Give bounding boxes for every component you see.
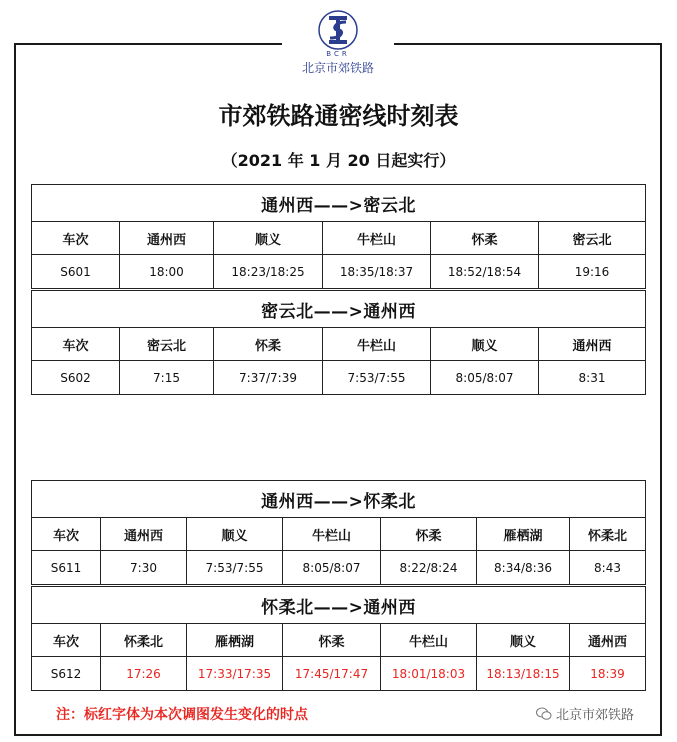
column-header: 车次 (32, 624, 101, 657)
time-cell: 19:16 (539, 255, 646, 289)
bcr-logo (282, 8, 394, 88)
direction-heading: 密云北——>通州西 (32, 291, 646, 328)
column-header: 牛栏山 (283, 518, 381, 551)
time-cell: 8:05/8:07 (431, 361, 539, 395)
time-cell: 18:00 (120, 255, 214, 289)
table-row (32, 361, 646, 395)
column-header: 通州西 (539, 328, 646, 361)
time-cell: 7:30 (101, 551, 187, 585)
time-cell: 18:23/18:25 (214, 255, 323, 289)
bcr-emblem-icon (316, 8, 360, 52)
column-header: 通州西 (120, 222, 214, 255)
column-header: 雁栖湖 (477, 518, 570, 551)
column-header: 顺义 (187, 518, 283, 551)
column-header: 通州西 (570, 624, 646, 657)
train-number: S602 (32, 361, 120, 395)
table-row (32, 255, 646, 289)
changed-time-cell: 17:33/17:35 (187, 657, 283, 691)
column-header: 怀柔 (283, 624, 381, 657)
logo-abbreviation: BCR (326, 50, 350, 58)
column-header: 牛栏山 (323, 328, 431, 361)
watermark-text: 北京市郊铁路 (556, 708, 635, 723)
timetable-miyunbei-to-tongzhouxi (31, 290, 646, 395)
time-cell: 7:53/7:55 (323, 361, 431, 395)
effective-date: （2021 年 1 月 20 日起实行） (221, 151, 456, 170)
column-header: 通州西 (101, 518, 187, 551)
direction-heading: 通州西——>密云北 (32, 185, 646, 222)
train-number: S611 (32, 551, 101, 585)
time-cell: 18:35/18:37 (323, 255, 431, 289)
train-number: S612 (32, 657, 101, 691)
timetable-tongzhouxi-to-huairoubei (31, 480, 646, 585)
column-header: 车次 (32, 518, 101, 551)
column-header: 密云北 (120, 328, 214, 361)
time-cell: 7:15 (120, 361, 214, 395)
change-note: 注：标红字体为本次调图发生变化的时点 (56, 707, 308, 723)
time-cell: 8:05/8:07 (283, 551, 381, 585)
train-number: S601 (32, 255, 120, 289)
time-cell: 8:22/8:24 (381, 551, 477, 585)
timetable-tongzhouxi-to-miyunbei (31, 184, 646, 289)
column-header: 牛栏山 (381, 624, 477, 657)
wechat-icon (536, 707, 552, 721)
time-cell: 7:53/7:55 (187, 551, 283, 585)
column-header: 车次 (32, 328, 120, 361)
column-header: 车次 (32, 222, 120, 255)
changed-time-cell: 18:39 (570, 657, 646, 691)
time-cell: 8:31 (539, 361, 646, 395)
column-header: 密云北 (539, 222, 646, 255)
column-header: 顺义 (431, 328, 539, 361)
column-header: 牛栏山 (323, 222, 431, 255)
table-row (32, 657, 646, 691)
column-header: 雁栖湖 (187, 624, 283, 657)
column-header: 怀柔 (381, 518, 477, 551)
time-cell: 7:37/7:39 (214, 361, 323, 395)
changed-time-cell: 18:13/18:15 (477, 657, 570, 691)
column-header: 顺义 (214, 222, 323, 255)
column-header: 顺义 (477, 624, 570, 657)
watermark (536, 704, 634, 723)
changed-time-cell: 18:01/18:03 (381, 657, 477, 691)
column-header: 怀柔 (214, 328, 323, 361)
direction-heading: 怀柔北——>通州西 (32, 587, 646, 624)
table-row (32, 551, 646, 585)
column-header: 怀柔北 (101, 624, 187, 657)
changed-time-cell: 17:45/17:47 (283, 657, 381, 691)
direction-heading: 通州西——>怀柔北 (32, 481, 646, 518)
changed-time-cell: 17:26 (101, 657, 187, 691)
column-header: 怀柔北 (570, 518, 646, 551)
page-title: 市郊铁路通密线时刻表 (218, 102, 459, 130)
logo-name: 北京市郊铁路 (301, 61, 374, 75)
timetable-huairoubei-to-tongzhouxi (31, 586, 646, 691)
time-cell: 8:43 (570, 551, 646, 585)
column-header: 怀柔 (431, 222, 539, 255)
time-cell: 8:34/8:36 (477, 551, 570, 585)
time-cell: 18:52/18:54 (431, 255, 539, 289)
